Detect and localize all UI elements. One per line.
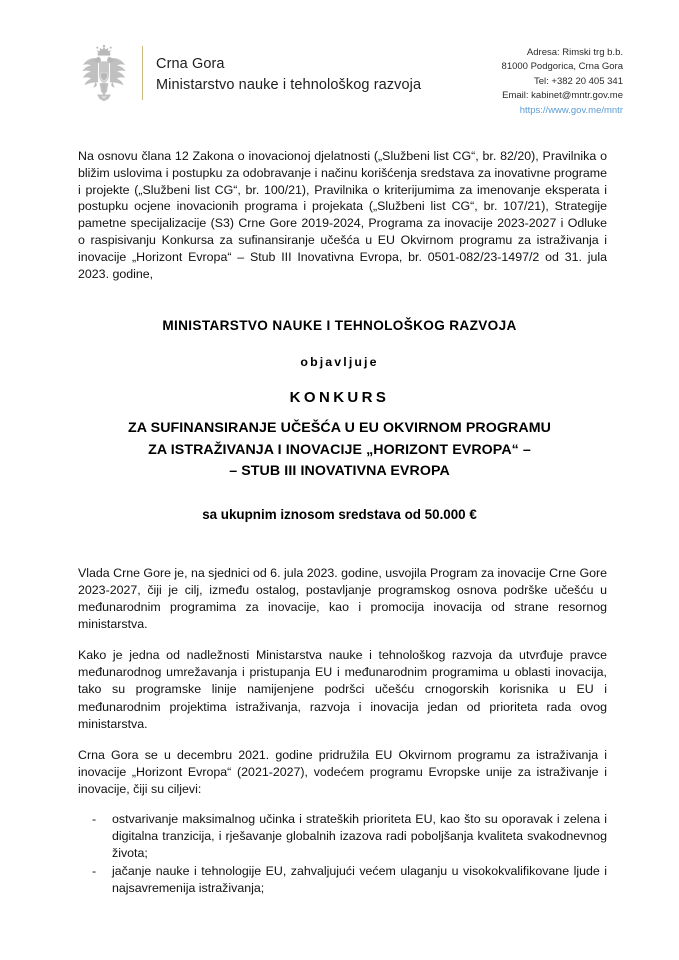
goals-list xyxy=(78,811,607,897)
heading-subtitle-line-1: ZA SUFINANSIRANJE UČEŠĆA U EU OKVIRNOM PROGRAMU xyxy=(128,420,551,437)
montenegro-coat-of-arms-icon xyxy=(78,44,130,102)
contact-email: Email: kabinet@mntr.gov.me xyxy=(502,90,623,102)
heading-subtitle xyxy=(60,418,619,483)
brand-text xyxy=(156,50,421,96)
list-item-text: jačanje nauke i tehnologije EU, zahvaljujući većem ulaganju u visokokvalifikovane ljude i najsavremenija istraživanja; xyxy=(112,864,607,896)
list-item xyxy=(92,811,607,862)
heading-ministry: MINISTARSTVO NAUKE I TEHNOLOŠKOG RAZVOJA xyxy=(162,318,517,334)
title-block xyxy=(60,316,619,525)
contact-city: 81000 Podgorica, Crna Gora xyxy=(501,61,623,73)
brand-block xyxy=(78,44,421,102)
contact-phone: Tel: +382 20 405 341 xyxy=(533,75,623,87)
body-copy xyxy=(78,565,607,898)
ministry-name: Ministarstvo nauke i tehnološkog razvoja xyxy=(156,77,422,93)
contact-block xyxy=(502,44,623,118)
heading-konkurs: KONKURS xyxy=(289,389,390,407)
body-paragraph-3: Crna Gora se u decembru 2021. godine pridružila EU Okvirnom programu za istraživanja i inovacije „Horizont Evropa“ (2021-2027), vodećem programu Evropske unije za istraživanje i inovacije, čiji su ciljevi: xyxy=(78,747,607,796)
contact-website-link[interactable]: https://www.gov.me/mntr xyxy=(519,104,623,116)
list-item xyxy=(92,863,607,897)
heading-announces: objavljuje xyxy=(300,355,379,370)
list-item-text: ostvarivanje maksimalnog učinka i strateških prioriteta EU, kao što su oporavak i zelena i digitalna tranzicija, i rješavanje globalnih izazova radi poboljšanja kvaliteta svakodnevnog života; xyxy=(112,812,607,861)
heading-subtitle-line-2: ZA ISTRAŽIVANJA I INOVACIJE „HORIZONT EVROPA“ – xyxy=(148,441,531,458)
letterhead xyxy=(0,0,679,118)
body-paragraph-1: Vlada Crne Gore je, na sjednici od 6. jula 2023. godine, usvojila Program za inovacije Crne Gore 2023-2027, čiji je cilj, između ostalog, postavljanje programskog osnova podrške učešću u međunarodnim programima za inovacije, kao i promocija inovacija od strane resornog ministarstva. xyxy=(78,565,607,632)
country-name: Crna Gora xyxy=(156,56,225,72)
heading-subtitle-line-3: – STUB III INOVATIVNA EVROPA xyxy=(229,463,450,480)
contact-address: Adresa: Rimski trg b.b. xyxy=(526,47,623,58)
bullet-dash-icon: - xyxy=(92,864,97,879)
heading-total-amount: sa ukupnim iznosom sredstava od 50.000 € xyxy=(202,506,477,522)
brand-divider xyxy=(142,46,143,100)
bullet-dash-icon: - xyxy=(92,812,97,827)
legal-basis-paragraph: Na osnovu člana 12 Zakona o inovacionoj djelatnosti („Službeni list CG“, br. 82/20), Pravilnika o bližim uslovima i postupku za odobravanje i načinu korišćenja sredstava za inovativne programe i projekte („Službeni list CG“, br. 100/21), Pravilnika o kriterijumima za imenovanje eksperata i postupku ocjene inovacionih programa i projekata („Službeni list CG“, br. 107/21), Strategije pametne specijalizacije (S3) Crne Gore 2019-2024, Programa za inovacije 2023-2027 i Odluke o raspisivanju Konkursa za sufinansiranje učešća u EU Okvirnom programu za istraživanja i inovacije „Horizont Evropa“ – Stub III Inovativna Evropa, br. 0501-082/23-1497/2 od 31. jula 2023. godine, xyxy=(78,149,607,281)
body-paragraph-2: Kako je jedna od nadležnosti Ministarstva nauke i tehnološkog razvoja da utvrđuje pravce međunarodnog umrežavanja i pristupanja EU i međunarodnim programima u oblasti inovacija, tako su programske linije namijenjene podršci učešću crnogorskih korisnika u EU i međunarodnim projektima istraživanja, razvoja i inovacija jedan od prioriteta rada ovog ministarstva. xyxy=(78,648,607,731)
